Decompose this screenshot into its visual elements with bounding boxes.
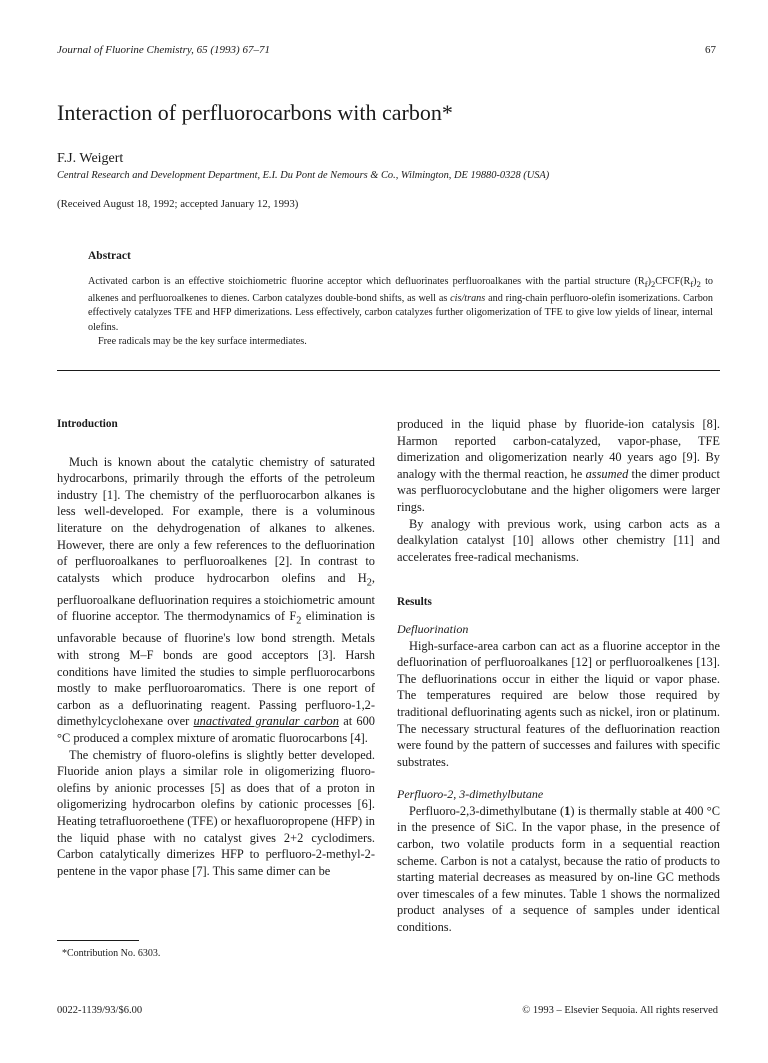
left-column: [57, 416, 375, 879]
intro-paragraph-2: The chemistry of fluoro-olefins is slightly better developed. Fluoride anion plays a similar role in oligomerizing fluoro-olefins by anionic processes [5] as does that of a proton in oligomerizing hydrocarbon olefins by cationic processes [6]. Heating tetrafluoroethene (TFE) or hexafluoropropene (HFP) in the liquid phase with no catalyst gives 2+2 cyclodimers. Carbon catalytically dimerizes HFP to perfluoro-2-methyl-2-pentene in the vapor phase [7]. This same dimer can be: [57, 747, 375, 878]
abstract-paragraph-2: Free radicals may be the key surface intermediates.: [98, 336, 307, 348]
author-affiliation: Central Research and Development Department, E.I. Du Pont de Nemours & Co., Wilmington, DE 19880-0328 (USA): [57, 170, 550, 181]
abstract-body: [88, 275, 713, 350]
received-dates: (Received August 18, 1992; accepted January 12, 1993): [57, 198, 299, 210]
author-name: F.J. Weigert: [57, 151, 124, 166]
article-title: Interaction of perfluorocarbons with carbon*: [57, 100, 453, 125]
dimethylbutane-heading: Perfluoro-2, 3-dimethylbutane: [397, 787, 544, 802]
page-number: 67: [705, 44, 716, 56]
intro-paragraph-3: By analogy with previous work, using carbon acts as a dealkylation catalyst [10] allows other chemistry [11] and accelerates free-radical mechanisms.: [397, 516, 720, 564]
dimethylbutane-paragraph: Perfluoro-2,3-dimethylbutane (1) is thermally stable at 400 °C in the presence of SiC. In the vapor phase, in the presence of carbon, two volatile products form in a sequential reaction scheme. Carbon is not a catalyst, because the ratio of products to starting material decreases as measured by on-line GC methods over timescales of a few minutes. Table 1 shows the normalized product analyses of a sequence of samples under identical conditions.: [397, 803, 720, 935]
copyright-notice: © 1993 – Elsevier Sequoia. All rights reserved: [522, 1005, 718, 1016]
journal-citation: Journal of Fluorine Chemistry, 65 (1993) 67–71: [57, 44, 270, 56]
abstract-paragraph: Activated carbon is an effective stoichiometric fluorine acceptor which defluorinates perfluoroalkanes with the partial structure $(R_f)_2CFCF(R_f)_2$ to alkenes and perfluoroalkenes to dienes. Carbon catalyzes double-bond shifts, as well as cis/trans and ring-chain perfluoro-olefin isomerizations. Carbon effectively catalyzes TFE and HFP dimerizations. Less effectively, carbon catalyzes further oligomerization of TFE to give low yields of linear, internal olefins.: [88, 276, 713, 333]
footnote: *Contribution No. 6303.: [62, 948, 161, 959]
defluorination-heading: Defluorination: [397, 621, 469, 636]
defluorination-paragraph: High-surface-area carbon can act as a fluorine acceptor in the defluorination of perfluoroalkanes [12] or perfluoroalkenes [13]. The defluorinations occur in either the liquid or vapor phase. The temperatures required are below those required by traditional defluorinating agents such as nickel, iron or platinum. The necessary structural features of the defluorination reaction were found by the pattern of successes and failures with specific substrates.: [397, 638, 720, 769]
intro-paragraph-1: Much is known about the catalytic chemistry of saturated hydrocarbons, primarily through the efforts of the petroleum industry [1]. The chemistry of the perfluorocarbon alkanes is less well-developed. For example, there is a voluminous literature on the dehydrogenation of alkanes to alkenes. However, there are only a few references to the defluorination of perfluoroalkanes to perfluoroalkenes [2]. In contrast to catalysts which produce hydrocarbon olefins and $H_2$, perfluoroalkane defluorination requires a stoichiometric amount of fluorine acceptor. The thermodynamics of $F_2$ elimination is unfavorable because of fluorine's low bond strength. Metals with strong M–F bonds are good acceptors [3]. Harsh conditions have limited the studies to simple perfluorocarbons mostly to make perfluoroaromatics. There is one report of carbon as a defluorinating reagent. Passing perfluoro-1,2-dimethylcyclohexane over unactivated granular carbon at 600 °C produced a complex mixture of aromatic fluorocarbons [4].: [57, 454, 375, 746]
introduction-heading: Introduction: [57, 418, 118, 430]
issn-price: 0022-1139/93/$6.00: [57, 1005, 143, 1016]
abstract-heading: Abstract: [88, 250, 131, 262]
results-heading: Results: [397, 596, 432, 609]
footnote-divider: [57, 940, 139, 941]
intro-continuation: produced in the liquid phase by fluoride-ion catalysis [8]. Harmon reported carbon-catalyzed, vapor-phase, TFE dimerization and oligomerization nearly 40 years ago [9]. By analogy with the thermal reaction, he assumed the dimer product was perfluorocyclobutane and the higher oligomers were larger rings.: [397, 417, 720, 514]
abstract-divider: [57, 370, 720, 371]
right-column: [397, 416, 720, 936]
